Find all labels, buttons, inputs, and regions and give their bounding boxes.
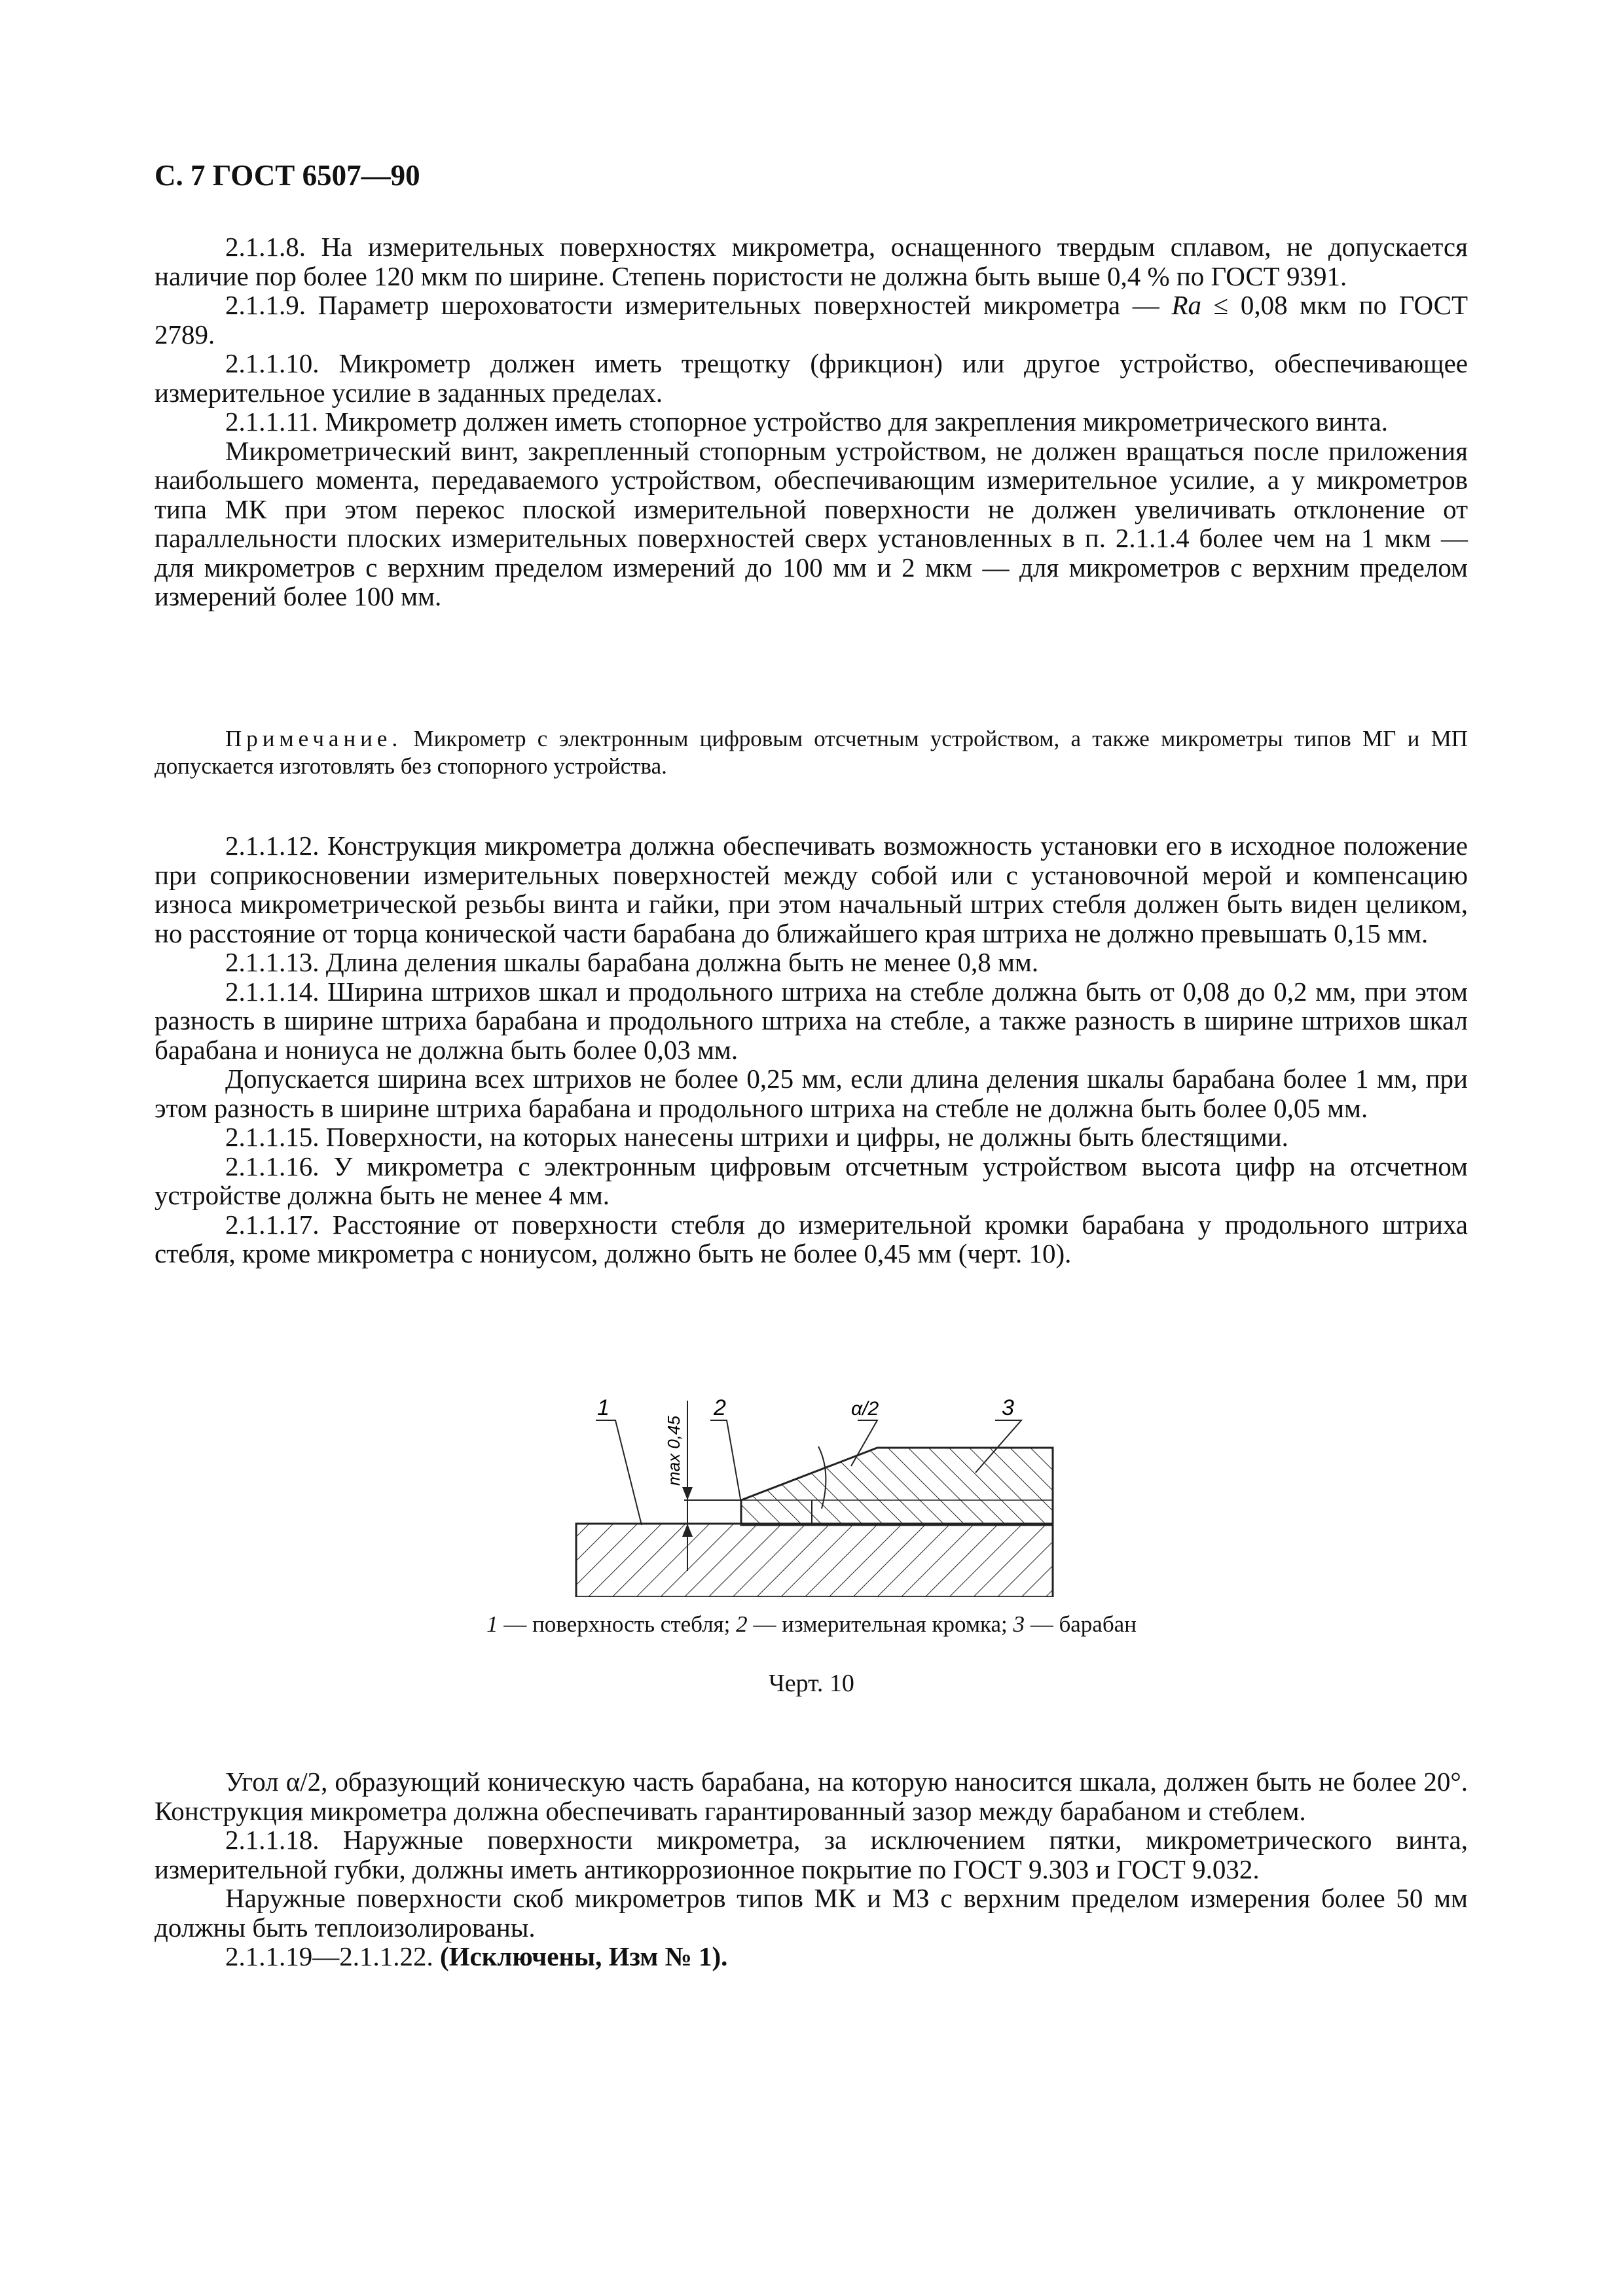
label-1: 1 xyxy=(597,1395,610,1420)
paragraph-2-1-1-19: 2.1.1.19—2.1.1.22. (Исключены, Изм № 1). xyxy=(225,1941,728,1971)
text-block-1 xyxy=(155,232,1468,611)
stem-body xyxy=(576,1524,1053,1597)
paragraph-2-1-1-14: 2.1.1.14. Ширина штрихов шкал и продольного штриха на стебле должна быть от 0,08 до 0,2 мм, при этом разность в ширине штриха барабана и продольного штриха на стебле, а также разность в ширине штрихов шкал барабана и нониуса не должна быть более 0,03 мм. xyxy=(155,976,1468,1065)
paragraph-2-1-1-16: 2.1.1.16. У микрометра с электронным цифровым отсчетным устройством высота цифр на отсчетном устройстве должна быть не менее 4 мм. xyxy=(155,1151,1468,1210)
label-2: 2 xyxy=(714,1395,726,1420)
text-block-3 xyxy=(155,1767,1468,1971)
paragraph-line-width: Допускается ширина всех штрихов не более 0,25 мм, если длина деления шкалы барабана более 1 мм, при этом разность в ширине штриха барабана и продольного штриха на стебле не должна быть более 0,05 мм. xyxy=(155,1064,1468,1123)
paragraph-2-1-1-18: 2.1.1.18. Наружные поверхности микрометра, за исключением пятки, микрометрического винта, измерительной губки, должны иметь антикоррозионное покрытие по ГОСТ 9.303 и ГОСТ 9.032. xyxy=(155,1825,1468,1884)
label-max-gap: max 0,45 xyxy=(664,1416,684,1486)
note-block xyxy=(155,725,1468,780)
paragraph-2-1-1-11: 2.1.1.11. Микрометр должен иметь стопорное устройство для закрепления микрометрического винта. xyxy=(225,406,1388,437)
paragraph-2-1-1-9: 2.1.1.9. Параметр шероховатости измерительных поверхностей микрометра — Ra ≤ 0,08 мкм по ГОСТ 2789. xyxy=(155,290,1468,350)
paragraph-2-1-1-8: 2.1.1.8. На измерительных поверхностях микрометра, оснащенного твердым сплавом, не допускается наличие пор более 120 мкм по ширине. Степень пористости не должна быть выше 0,4 % по ГОСТ 9391. xyxy=(155,232,1468,291)
paragraph-2-1-1-10: 2.1.1.10. Микрометр должен иметь трещотку (фрикцион) или другое устройство, обеспечивающее измерительное усилие в заданных пределах. xyxy=(155,348,1468,408)
paragraph-2-1-1-13: 2.1.1.13. Длина деления шкалы барабана должна быть не менее 0,8 мм. xyxy=(225,947,1039,977)
figure-title: Черт. 10 xyxy=(769,1670,854,1697)
paragraph-insulation: Наружные поверхности скоб микрометров типов МК и МЗ с верхним пределом измерения более 50 мм должны быть теплоизолированы. xyxy=(155,1883,1468,1943)
paragraph-2-1-1-17: 2.1.1.17. Расстояние от поверхности стебля до измерительной кромки барабана у продольного штриха стебля, кроме микрометра с нониусом, должно быть не более 0,45 мм (черт. 10). xyxy=(155,1209,1468,1268)
label-angle: α/2 xyxy=(851,1398,879,1420)
paragraph-locking: Микрометрический винт, закрепленный стопорным устройством, не должен вращаться после приложения наибольшего момента, передаваемого устройством, обеспечивающим измерительное усилие, а у микрометров типа МК при этом перекос плоской измерительной поверхности не должен увеличивать отклонение от параллельности плоских измерительных поверхностей сверх установленных в п. 2.1.1.4 более чем на 1 мкм — для микрометров с верхним пределом измерений до 100 мм и 2 мкм — для микрометров с верхним пределом измерений более 100 мм. xyxy=(155,435,1468,611)
drum xyxy=(741,1448,1053,1525)
label-3: 3 xyxy=(1002,1395,1014,1420)
note-label: Примечание. xyxy=(225,726,403,751)
text-block-2 xyxy=(155,831,1468,1268)
paragraph-angle: Угол α/2, образующий коническую часть барабана, на которую наносится шкала, должен быть не более 20°. Конструкция микрометра должна обеспечивать гарантированный зазор между барабаном и стеблем. xyxy=(155,1767,1468,1826)
note-text: Микрометр с электронным цифровым отсчетным устройством, а также микрометры типов МГ и МП допускается изготовлять без стопорного устройства. xyxy=(155,726,1468,779)
page-header: С. 7 ГОСТ 6507—90 xyxy=(155,159,420,192)
note-paragraph xyxy=(155,725,1468,780)
drawing-10 xyxy=(570,1374,1067,1597)
paragraph-2-1-1-15: 2.1.1.15. Поверхности, на которых нанесены штрихи и цифры, не должны быть блестящими. xyxy=(225,1122,1288,1152)
paragraph-2-1-1-12: 2.1.1.12. Конструкция микрометра должна обеспечивать возможность установки его в исходное положение при соприкосновении измерительных поверхностей между собой или с установочной мерой и компенсацию износа микрометрической резьбы винта и гайки, при этом начальный штрих стебля должен быть виден целиком, но расстояние от торца конической части барабана до ближайшего края штриха не должно превышать 0,15 мм. xyxy=(155,831,1468,948)
figure-caption: 1 — поверхность стебля; 2 — измерительная кромка; 3 — барабан xyxy=(486,1611,1137,1637)
